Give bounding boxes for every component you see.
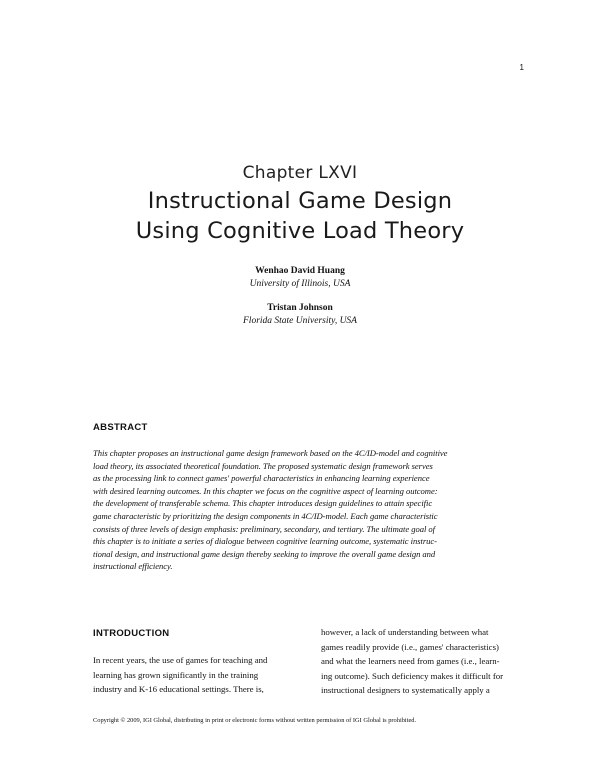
- body-line: instructional designers to systematically apply a: [321, 685, 490, 695]
- author-affiliation: University of Illinois, USA: [249, 279, 351, 289]
- author-affiliation: Florida State University, USA: [243, 316, 357, 326]
- abstract-heading: ABSTRACT: [93, 422, 148, 433]
- title-line: Using Cognitive Load Theory: [135, 218, 465, 244]
- abstract-line: with desired learning outcomes. In this chapter we focus on the cognitive aspect of learning outcome:: [93, 485, 438, 496]
- abstract-line: consists of three levels of design emphasis: preliminary, secondary, and tertiary. The ultimate goal of: [93, 523, 435, 534]
- abstract-body: [93, 447, 523, 573]
- author-name: Tristan Johnson: [267, 303, 333, 313]
- body-line: and what the learners need from games (i.e., learn-: [321, 656, 500, 666]
- abstract-line: game characteristic by prioritizing the design components in 4C/ID-model. Each game characteristic: [93, 510, 438, 521]
- abstract-line: tional design, and instructional game design thereby seeking to improve the overall game design and: [93, 548, 436, 559]
- abstract-line: instructional efficiency.: [93, 561, 173, 572]
- abstract-line: as the processing link to connect games' powerful characteristics in enhancing learning experience: [93, 473, 430, 484]
- body-column-right: [321, 625, 526, 698]
- author-block: [0, 265, 600, 291]
- abstract-line: the development of transferable schema. This chapter introduces design guidelines to attain specific: [93, 498, 433, 509]
- chapter-label: Chapter LXVI: [242, 163, 358, 183]
- abstract-line: load theory, its associated theoretical foundation. The proposed systematic design framework serves: [93, 460, 433, 471]
- body-line: ing outcome). Such deficiency makes it difficult for: [321, 670, 504, 681]
- abstract-line: This chapter proposes an instructional game design framework based on the 4C/ID-model and cognitive: [93, 448, 448, 458]
- body-line: games readily provide (i.e., games' characteristics): [321, 641, 499, 652]
- copyright-notice: Copyright © 2009, IGI Global, distributing in print or electronic forms without written permission of IGI Global is prohibited.: [93, 717, 417, 724]
- chapter-title: [0, 186, 600, 246]
- page-number: 1: [519, 63, 524, 72]
- body-column-left: [93, 653, 298, 697]
- abstract-line: this chapter is to initiate a series of dialogue between cognitive learning outcome, systematic instruc-: [93, 536, 437, 547]
- author-name: Wenhao David Huang: [255, 266, 345, 276]
- author-block: [0, 302, 600, 328]
- body-line: industry and K-16 educational settings. There is,: [93, 684, 264, 694]
- introduction-heading: INTRODUCTION: [93, 628, 170, 639]
- title-line: Instructional Game Design: [147, 188, 453, 214]
- body-line: In recent years, the use of games for teaching and: [93, 655, 268, 665]
- body-line: however, a lack of understanding between what: [321, 627, 489, 637]
- body-line: learning has grown significantly in the training: [93, 669, 259, 680]
